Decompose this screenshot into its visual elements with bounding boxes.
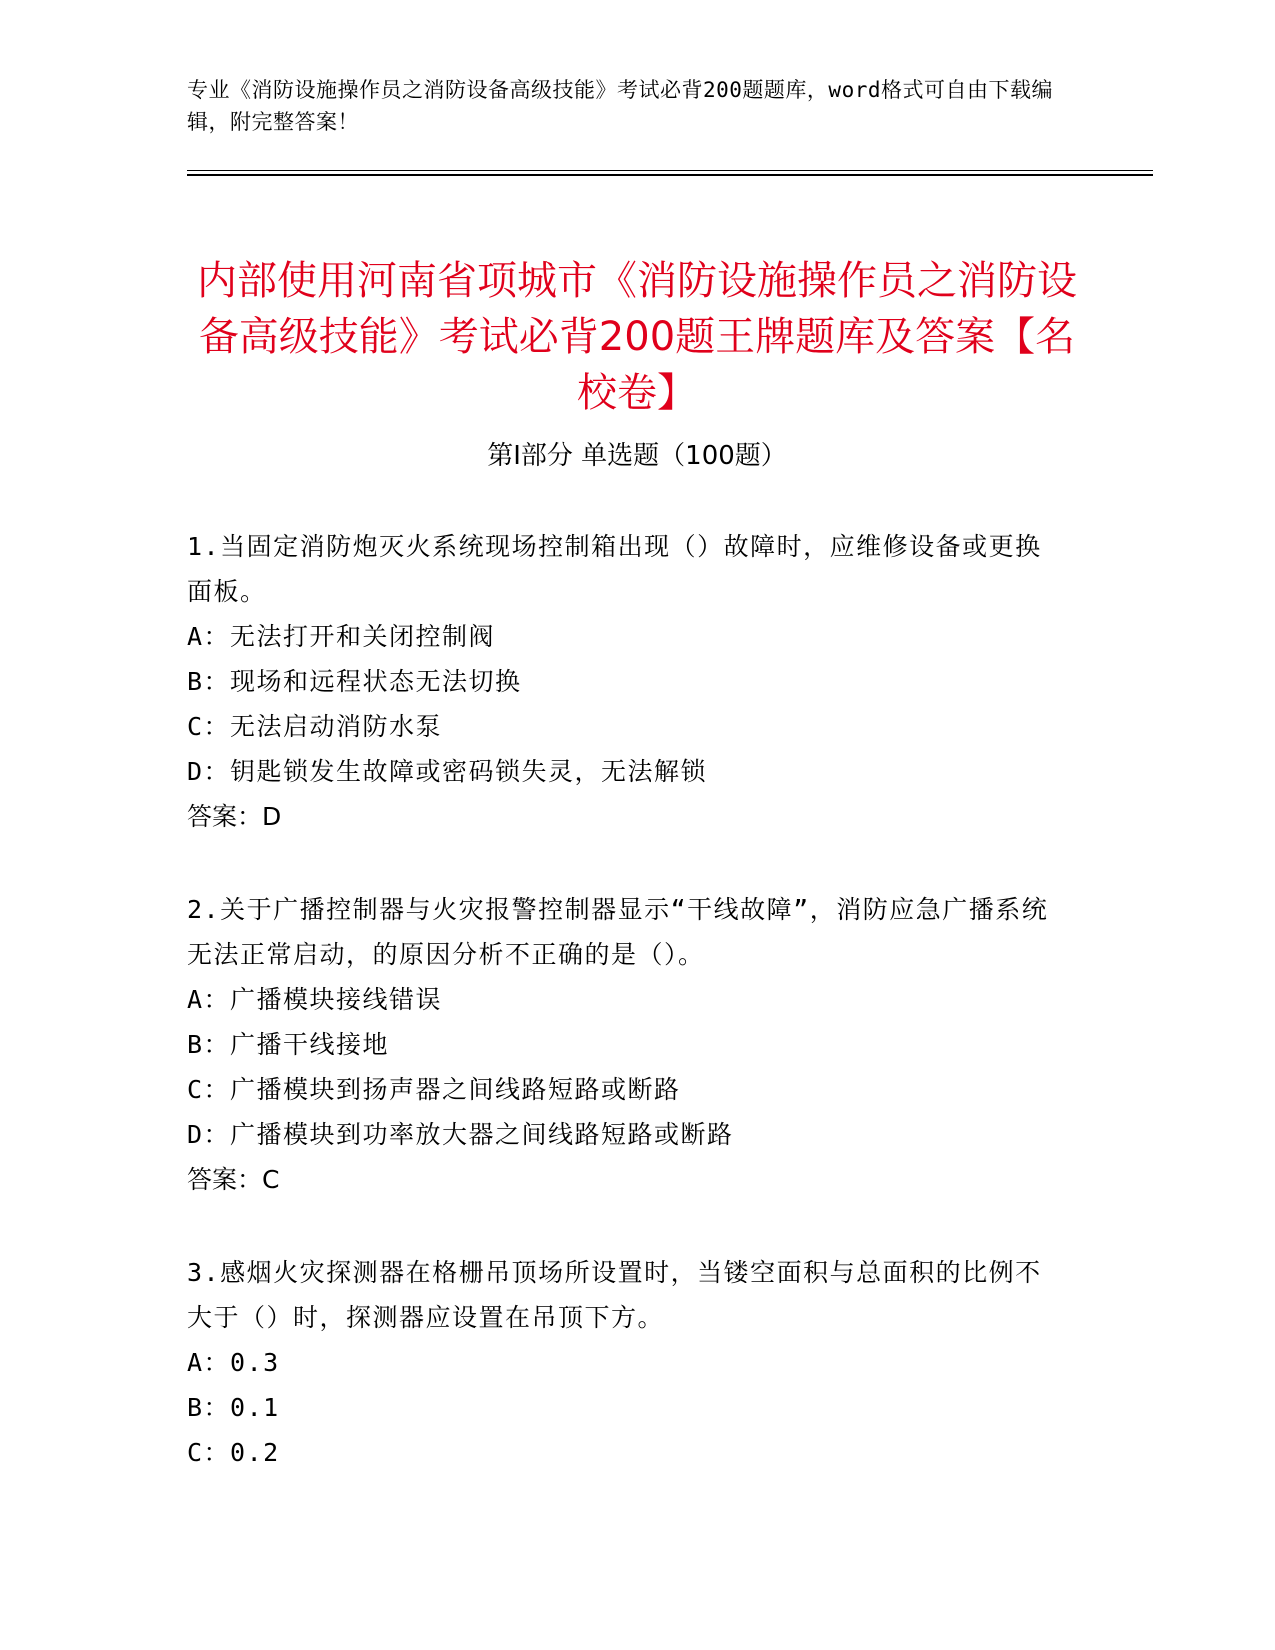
answer-label: 答案：C <box>187 1165 280 1194</box>
option-c: C：0.2 <box>187 1438 280 1467</box>
question-2 <box>187 887 1067 1202</box>
option-c: C：广播模块到扬声器之间线路短路或断路 <box>187 1075 681 1104</box>
option-a: A：无法打开和关闭控制阀 <box>187 622 496 651</box>
question-stem: 2.关于广播控制器与火灾报警控制器显示“干线故障”，消防应急广播系统无法正常启动，的原因分析不正确的是（）。 <box>187 895 1049 969</box>
option-b: B：广播干线接地 <box>187 1030 390 1059</box>
document-title: 内部使用河南省项城市《消防设施操作员之消防设备高级技能》考试必背200题王牌题库及答案【名校卷】 <box>197 257 1077 416</box>
option-d: D：钥匙锁发生故障或密码锁失灵，无法解锁 <box>187 757 708 786</box>
option-a: A：0.3 <box>187 1348 280 1377</box>
option-c: C：无法启动消防水泵 <box>187 712 443 741</box>
question-stem: 3.感烟火灾探测器在格栅吊顶场所设置时，当镂空面积与总面积的比例不大于（）时，探测器应设置在吊顶下方。 <box>187 1258 1042 1332</box>
option-b: B：0.1 <box>187 1393 280 1422</box>
section-heading: 第Ⅰ部分 单选题（100题） <box>487 441 787 471</box>
question-1 <box>187 524 1067 839</box>
header-note: 专业《消防设施操作员之消防设备高级技能》考试必背200题题库，word格式可自由下载编辑，附完整答案！ <box>187 78 1053 134</box>
question-3 <box>187 1250 1067 1475</box>
header-divider-bottom <box>187 174 1153 176</box>
option-a: A：广播模块接线错误 <box>187 985 443 1014</box>
answer-label: 答案：D <box>187 802 282 831</box>
option-d: D：广播模块到功率放大器之间线路短路或断路 <box>187 1120 734 1149</box>
question-stem: 1.当固定消防炮灭火系统现场控制箱出现（）故障时，应维修设备或更换面板。 <box>187 532 1042 606</box>
header-divider-top <box>187 170 1153 171</box>
question-list <box>187 524 1067 1523</box>
option-b: B：现场和远程状态无法切换 <box>187 667 522 696</box>
